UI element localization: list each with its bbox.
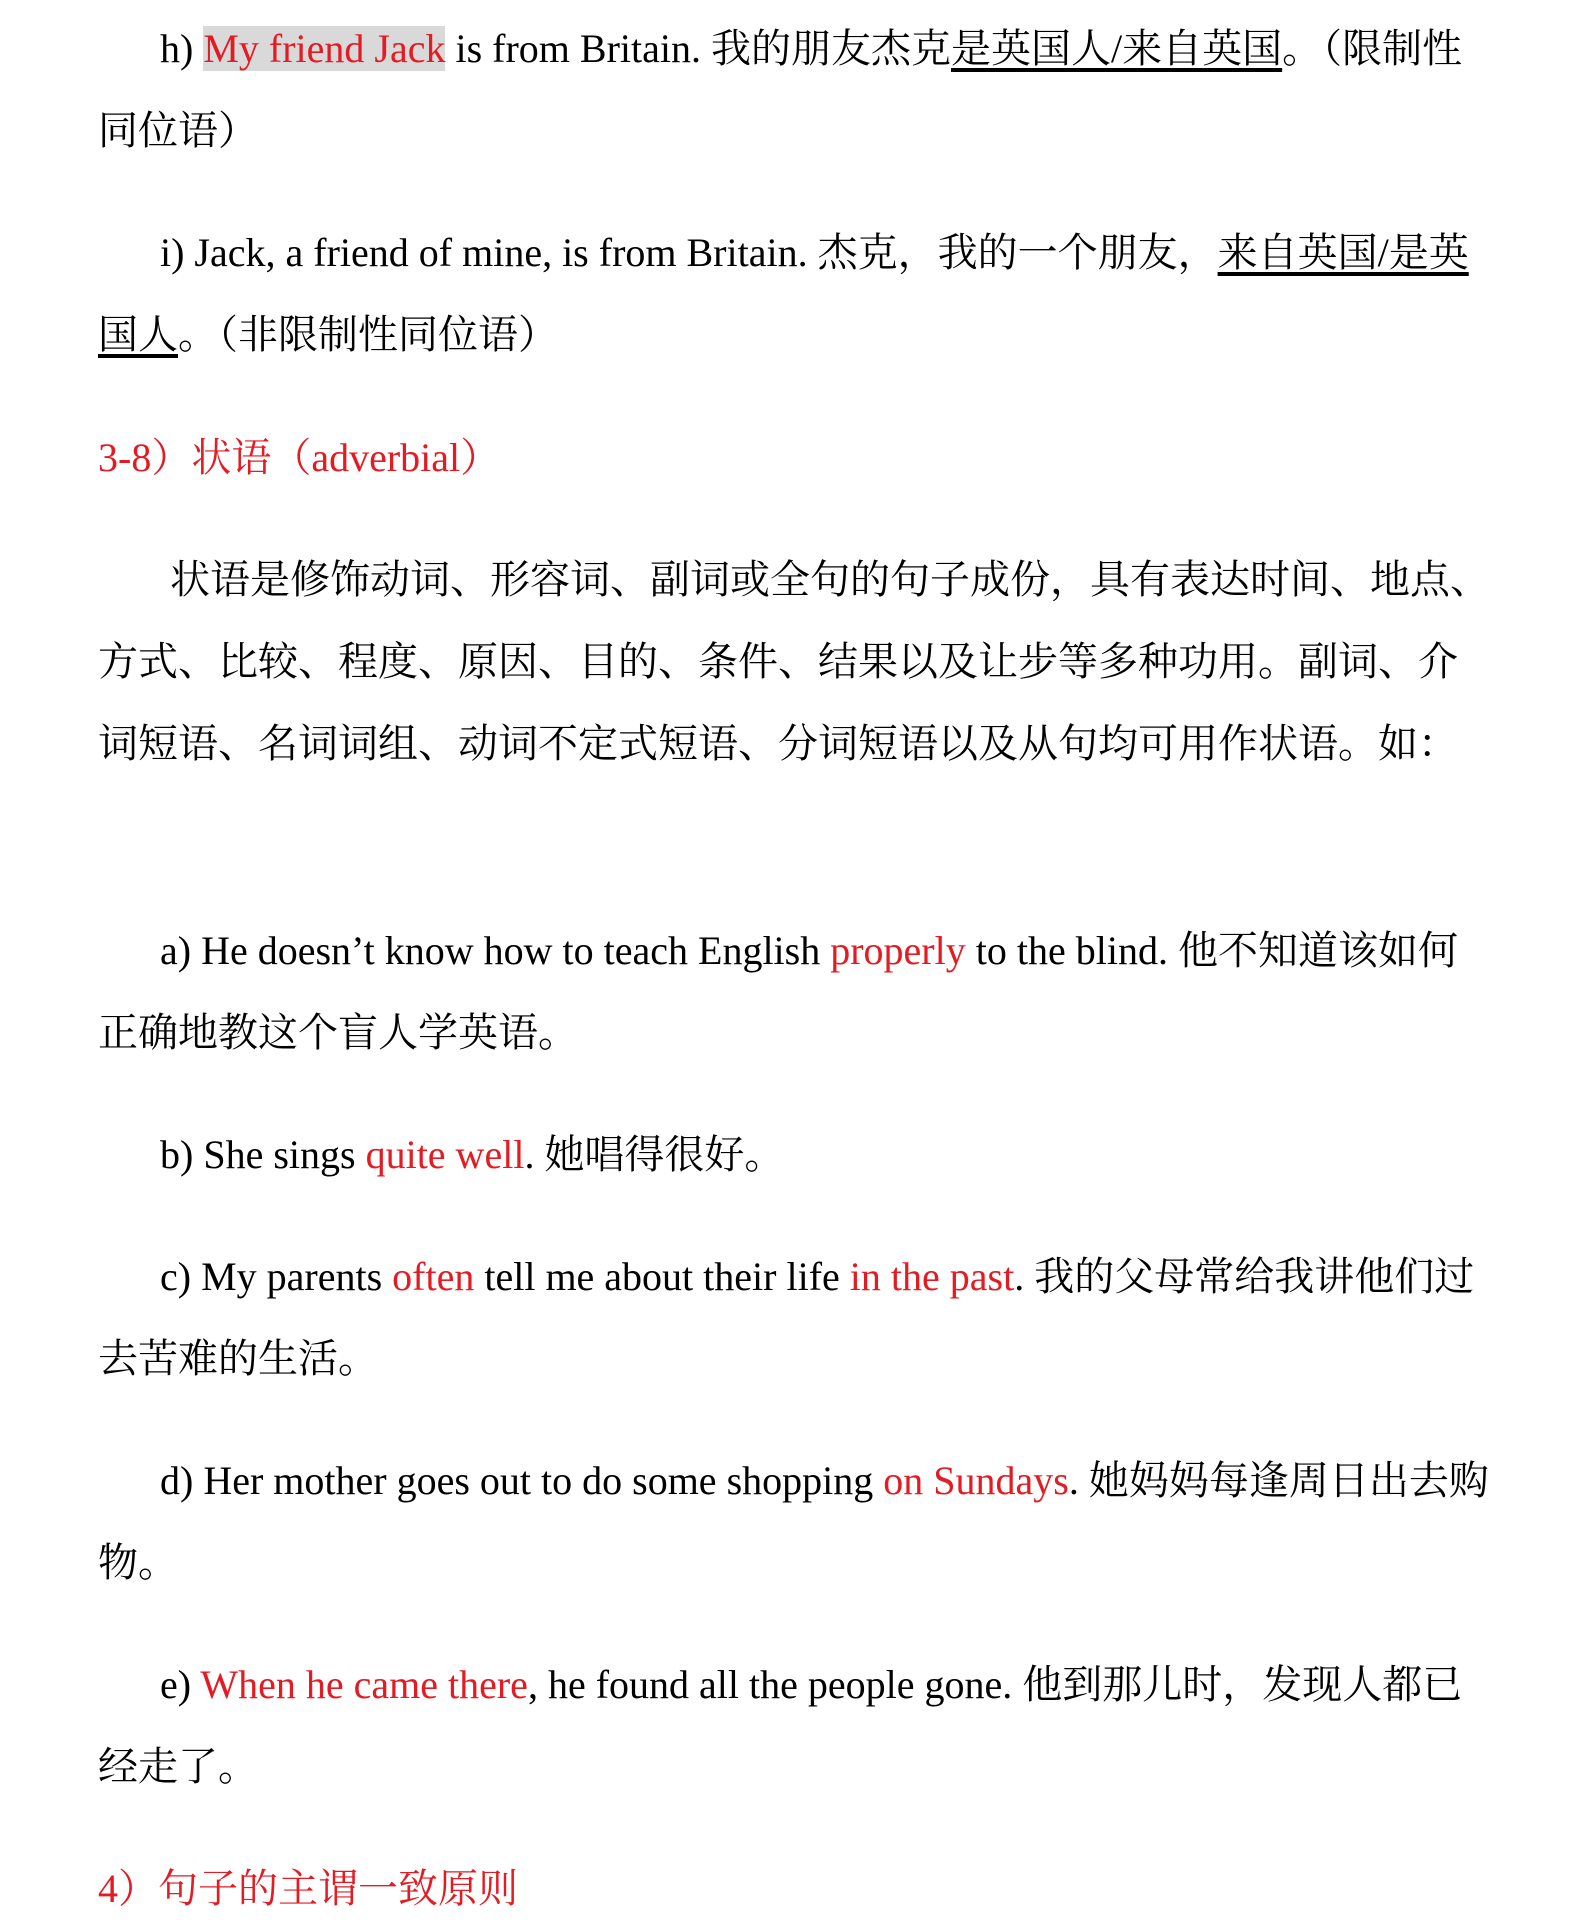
example-h-prefix: h)	[160, 26, 204, 71]
example-h	[98, 8, 1490, 172]
example-c-red-1: often	[392, 1254, 475, 1299]
example-a	[98, 910, 1490, 1074]
example-i-prefix: i) Jack, a friend of mine, is from Britain. 杰克，我的一个朋友，	[160, 230, 1218, 275]
example-b-red: quite well	[365, 1132, 525, 1177]
example-c-suffix: . 我的父母常给我讲他们过去苦难的生活。	[98, 1254, 1475, 1381]
example-h-underlined: 是英国人/来自英国	[951, 26, 1283, 71]
example-e-red: When he came there	[200, 1662, 528, 1707]
example-i	[98, 212, 1490, 376]
example-d-prefix: d) Her mother goes out to do some shopping	[160, 1458, 884, 1503]
section-3-8-title: 3-8）状语（adverbial）	[98, 435, 501, 480]
example-d	[98, 1440, 1490, 1604]
example-e-prefix: e)	[160, 1662, 201, 1707]
example-h-red-subject: My friend Jack	[203, 26, 446, 71]
example-e	[98, 1644, 1490, 1808]
example-i-underlined: 来自英国/是英国人	[98, 230, 1469, 357]
example-c-prefix: c) My parents	[160, 1254, 393, 1299]
example-b	[98, 1114, 1490, 1196]
example-a-prefix: a) He doesn’t know how to teach English	[160, 928, 831, 973]
example-c-red-2: in the past	[849, 1254, 1015, 1299]
example-b-suffix: . 她唱得很好。	[524, 1132, 785, 1177]
example-c-middle: tell me about their life	[474, 1254, 850, 1299]
example-a-red: properly	[830, 928, 966, 973]
example-d-suffix: . 她妈妈每逢周日出去购物。	[98, 1458, 1489, 1585]
section-3-8-body: 状语是修饰动词、形容词、副词或全句的句子成份，具有表达时间、地点、方式、比较、程度、原因、目的、条件、结果以及让步等多种功用。副词、介词短语、名词词组、动词不定式短语、分词短语以及从句均可用作状语。如：	[98, 557, 1490, 766]
example-c	[98, 1236, 1490, 1400]
example-d-red: on Sundays	[883, 1458, 1069, 1503]
example-h-suffix: 。（限制性同位语）	[98, 26, 1463, 153]
section-4-title: 4）句子的主谓一致原则	[98, 1866, 518, 1911]
example-b-prefix: b) She sings	[160, 1132, 366, 1177]
example-e-suffix: , he found all the people gone. 他到那儿时，发现人都已经走了。	[98, 1662, 1463, 1789]
example-i-suffix: 。（非限制性同位语）	[178, 312, 558, 357]
example-a-suffix: to the blind. 他不知道该如何正确地教这个盲人学英语。	[98, 928, 1458, 1055]
example-h-middle: is from Britain. 我的朋友杰克	[445, 26, 952, 71]
